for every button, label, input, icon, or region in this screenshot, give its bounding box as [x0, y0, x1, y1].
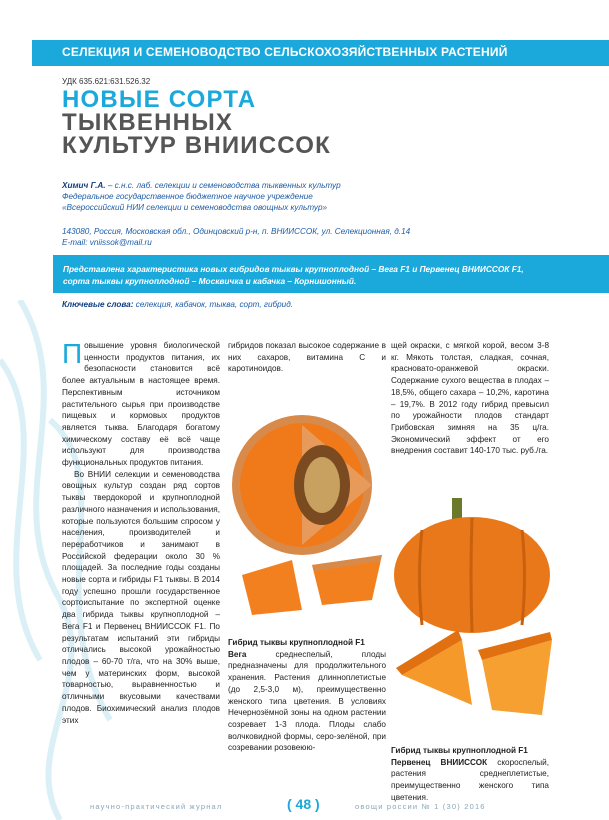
article-title [62, 88, 331, 157]
vega-description: среднеспелый, плоды предназначены для продолжительного хранения. Растения длинноплетистые (до 2,5-3,0 м), преимущественно женского типа цветения. В условиях Нечернозёмной зоны на одном растении созревает 1-3 плода. Плоды слабо волчковидной формы, серо-зелёной, при созревании розовеюю- [228, 649, 386, 753]
email: E-mail: vniissok@mail.ru [62, 238, 152, 247]
pervenets-pumpkin-photo [392, 490, 557, 735]
paragraph-1: овышение уровня биологической ценности продуктов питания, их безопасности становится всё более актуальным в настоящее время. Перспективным источником растительного сырья при производстве пищевых и кормовых продуктов является тыква. Благодаря богатому химическому составу её всё чаще используют для производства функциональных продуктов питания. [62, 341, 220, 468]
abstract-text: Представлена характеристика новых гибридов тыквы крупноплодной – Вега F1 и Первенец ВНИИССОК F1, сорта тыквы крупноплодной – Москвичка и кабачка – Корнишонный. [63, 264, 524, 286]
address: 143080, Россия, Московская обл., Одинцовский р-н, п. ВНИИССОК, ул. Селекционная, д.14 [62, 227, 411, 236]
pervenets-caption [391, 745, 549, 804]
org-line-1: Федеральное государственное бюджетное научное учреждение [62, 192, 313, 201]
title-line-2: ТЫКВЕННЫХ [62, 109, 234, 136]
column-1 [62, 340, 220, 726]
author-name: Химич Г.А. [62, 181, 106, 190]
paragraph-2: Во ВНИИ селекции и семеноводства овощных культур создан ряд сортов тыквы твердокорой и крупноплодной различного назначения и использования, которые пользуются большим спросом у населения, производителей и переработчиков и занимают в Российской федерации около 30 % площадей. За последние годы созданы новые сорта и гибриды F1 тыквы. В 2014 году успешно прошли государственное сортоиспытание по экспертной оценке два гибрида тыквы крупноплодной – Вега F1 и Первенец ВНИИССОК F1. По результатам испытаний эти гибриды отличались высокой урожайностью плодов – 60-70 т/га, что на 30% выше, чем у материнских форм, высокой товарностью, выравненностью и отличными вкусовыми качествами плодов. Биохимический анализ плодов этих [62, 469, 220, 725]
section-title: СЕЛЕКЦИЯ И СЕМЕНОВОДСТВО СЕЛЬСКОХОЗЯЙСТВЕННЫХ РАСТЕНИЙ [62, 45, 508, 59]
footer-journal-type: научно-практический журнал [90, 802, 223, 811]
vega-name: Вега [228, 649, 247, 659]
vega-caption [228, 637, 386, 754]
udk-code: УДК 635.621:631.526.32 [62, 77, 151, 86]
column-2-text: гибридов показал высокое содержание в них сахаров, витамина С и каротиноидов. [228, 341, 386, 374]
keywords-label: Ключевые слова: [62, 300, 134, 309]
column-3-text: щей окраски, с мягкой корой, весом 3-8 кг. Мякоть толстая, сладкая, сочная, красновато-оранжевой окраски. Содержание сухого вещества в плодах – 18,5%, общего сахара – 10,2%, каротина – 19,7%. В 2012 году гибрид превысил по урожайности плодов стандарт Грибовская зимняя на 35 ц/га. Экономический эффект от его внедрения составит 140-170 тыс. руб./га. [391, 341, 549, 456]
footer-journal-issue: овощи россии № 1 (30) 2016 [355, 802, 486, 811]
abstract-box [53, 255, 609, 293]
author-block [62, 180, 582, 213]
page-number: ( 48 ) [287, 796, 320, 812]
keywords-text: селекция, кабачок, тыква, сорт, гибрид. [133, 300, 294, 309]
title-line-3: КУЛЬТУР ВНИИССОК [62, 132, 331, 159]
drop-cap: П [62, 338, 83, 369]
keywords [62, 300, 293, 309]
pervenets-name: Первенец ВНИИССОК [391, 757, 488, 767]
vega-pumpkin-photo [232, 385, 392, 625]
section-header-bar [32, 40, 609, 66]
address-block [62, 226, 582, 248]
org-line-2: «Всероссийский НИИ селекции и семеноводства овощных культур» [62, 203, 328, 212]
pervenets-description: скороспелый, растения среднеплетистые, преимущественно женского типа цветения. [391, 757, 549, 802]
pervenets-caption-title: Гибрид тыквы крупноплодной F1 [391, 746, 528, 755]
author-role: – с.н.с. лаб. селекции и семеноводства тыквенных культур [105, 181, 341, 190]
vega-caption-title: Гибрид тыквы крупноплодной F1 [228, 638, 365, 647]
title-line-1: НОВЫЕ СОРТА [62, 86, 257, 113]
